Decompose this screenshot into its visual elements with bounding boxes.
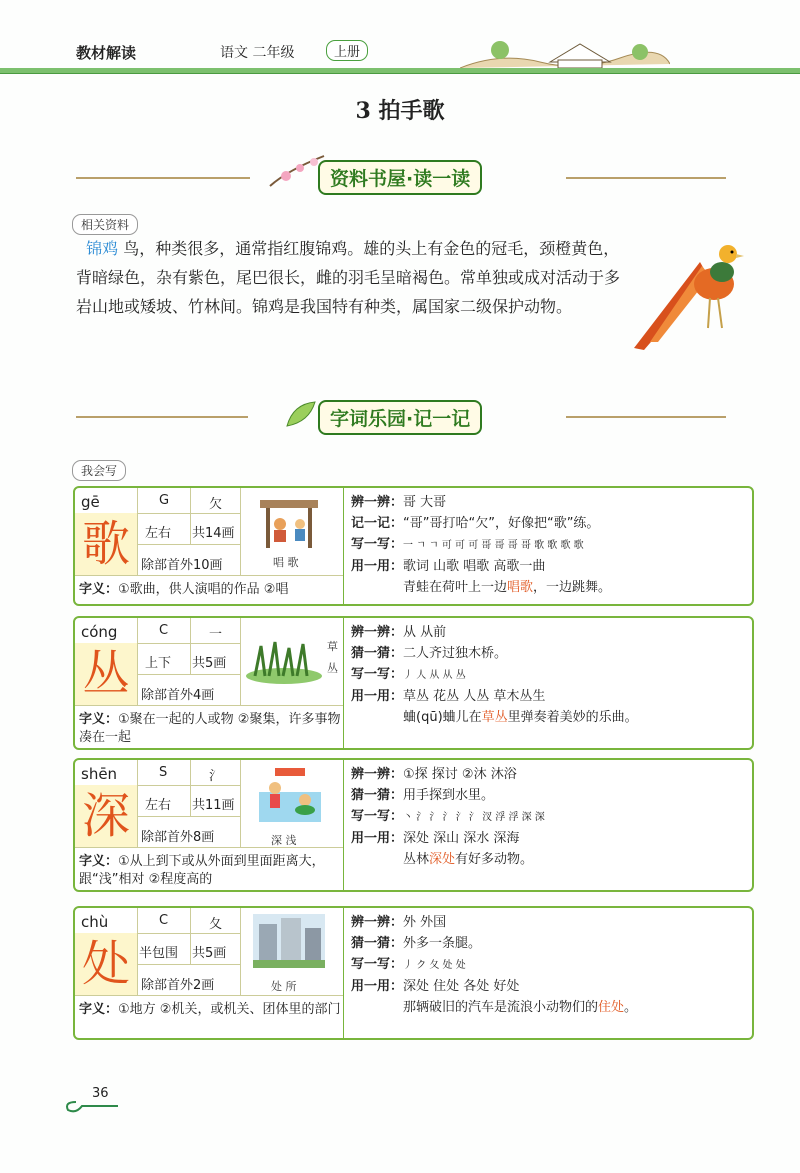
char-info-panel <box>75 760 344 890</box>
riddle-row: 猜一猜：二人齐过独木桥。 <box>351 646 508 661</box>
initial-letter: C <box>159 623 169 638</box>
section-title-reading: 资料书屋·读一读 <box>318 160 482 195</box>
lesson-title: 3 拍手歌 <box>355 98 445 124</box>
stroke-count: 共5画 <box>192 946 227 961</box>
section-title-words: 字词乐园·记一记 <box>318 400 482 435</box>
pic-caption: 唱 歌 <box>273 556 299 569</box>
example-sentence: 青蛙在荷叶上一边唱歌，一边跳舞。 <box>403 580 612 595</box>
pinyin: cóng <box>81 623 118 641</box>
related-info-tag: 相关资料 <box>72 214 138 235</box>
building-illustration <box>253 914 325 968</box>
riddle-row: 猜一猜：用手探到水里。 <box>351 788 495 803</box>
initial-letter: C <box>159 913 169 928</box>
char-info-panel <box>75 618 344 748</box>
divider <box>566 177 726 179</box>
leaf-icon <box>283 398 319 430</box>
usage-row: 用一用：草丛 花丛 人丛 草木丛生 <box>351 689 546 704</box>
info-paragraph <box>76 234 628 321</box>
subject-grade: 语文 二年级 <box>220 45 295 61</box>
example-sentence: 蛐(qū)蛐儿在草丛里弹奏着美妙的乐曲。 <box>403 710 638 725</box>
char-meaning: 字义：①从上到下或从外面到里面距离大，跟“浅”相对 ②程度高的 <box>79 854 325 887</box>
stroke-order-row: 写一写：丿 人 从 从 丛 <box>351 667 466 682</box>
radical-strokes: 除部首外8画 <box>141 830 215 845</box>
radical: 氵 <box>209 769 223 784</box>
distinguish-row: 辨一辨：哥 大哥 <box>351 495 447 510</box>
char-meaning: 字义：①歌曲，供人演唱的作品 ②唱 <box>79 582 289 597</box>
divider <box>76 416 248 418</box>
char-structure: 半包围 <box>139 946 179 961</box>
riddle-row: 猜一猜：外多一条腿。 <box>351 936 482 951</box>
usage-row: 用一用：歌词 山歌 唱歌 高歌一曲 <box>351 559 546 574</box>
char-card-shen <box>73 758 754 892</box>
radical: 一 <box>209 627 223 642</box>
char-info-panel <box>75 488 344 604</box>
pinyin: gē <box>81 493 100 511</box>
singing-illustration <box>258 494 320 550</box>
info-keyword: 锦鸡 <box>86 239 119 258</box>
char-display: 深 <box>75 785 138 847</box>
stroke-count: 共14画 <box>192 526 235 541</box>
pic-caption: 处 所 <box>271 980 297 993</box>
distinguish-row: 辨一辨：①探 探讨 ②沐 沐浴 <box>351 767 517 782</box>
usage-row: 用一用：深处 深山 深水 深海 <box>351 831 520 846</box>
distinguish-row: 辨一辨：外 外国 <box>351 915 447 930</box>
golden-pheasant-image <box>630 232 748 352</box>
grass-illustration <box>245 636 323 684</box>
pinyin: chù <box>81 913 109 931</box>
char-meaning: 字义：①地方 ②机关，或机关、团体里的部门 <box>79 1002 341 1017</box>
header-scenery <box>460 32 670 70</box>
char-card-ge <box>73 486 754 606</box>
char-card-cong <box>73 616 754 750</box>
stroke-count: 共11画 <box>192 798 235 813</box>
book-title: 教材解读 <box>76 44 137 62</box>
header-rule <box>0 68 800 74</box>
pic-caption: 深 浅 <box>271 834 297 847</box>
radical: 欠 <box>209 497 223 512</box>
write-tag: 我会写 <box>72 460 126 481</box>
divider <box>566 416 726 418</box>
char-exercises <box>351 764 746 870</box>
pic-caption: 草丛 <box>327 640 338 675</box>
water-depth-illustration <box>255 766 325 824</box>
char-display: 丛 <box>75 643 138 705</box>
radical: 夂 <box>209 917 223 932</box>
divider <box>76 177 250 179</box>
char-display: 处 <box>75 933 138 995</box>
stroke-order-row: 写一写：丶 氵 氵 氵 氵 氵 汊 浮 浮 深 深 <box>351 809 545 824</box>
volume-badge: 上册 <box>326 40 368 61</box>
stroke-order-row: 写一写：丿 ク 夂 处 处 <box>351 957 466 972</box>
radical-strokes: 除部首外4画 <box>141 688 215 703</box>
example-sentence: 那辆破旧的汽车是流浪小动物们的住处。 <box>403 1000 638 1015</box>
char-info-panel <box>75 908 344 1038</box>
info-text: 鸟，种类很多，通常指红腹锦鸡。雄的头上有金色的冠毛，颈橙黄色，背暗绿色，杂有紫色，尾巴很长，雌的羽毛呈暗褐色。常单独或成对活动于多岩山地或矮坡、竹林间。锦鸡是我国特有种类，属国家二级保护动物。 <box>76 239 621 316</box>
page-number: 36 <box>92 1086 109 1101</box>
char-structure: 上下 <box>145 656 172 671</box>
radical-strokes: 除部首外10画 <box>141 558 223 573</box>
char-meaning: 字义：①聚在一起的人或物 ②聚集，许多事物凑在一起 <box>79 712 341 745</box>
distinguish-row: 辨一辨：从 从前 <box>351 625 447 640</box>
char-card-chu <box>73 906 754 1040</box>
stroke-count: 共5画 <box>192 656 227 671</box>
usage-row: 用一用：深处 住处 各处 好处 <box>351 979 520 994</box>
memorize-row: 记一记：“哥”哥打哈“欠”，好像把“歌”练。 <box>351 516 600 531</box>
char-exercises <box>351 622 746 728</box>
initial-letter: G <box>159 493 170 508</box>
initial-letter: S <box>159 765 168 780</box>
char-exercises <box>351 912 746 1018</box>
char-exercises <box>351 492 746 598</box>
radical-strokes: 除部首外2画 <box>141 978 215 993</box>
example-sentence: 丛林深处有好多动物。 <box>403 852 534 867</box>
char-display: 歌 <box>75 513 138 575</box>
char-structure: 左右 <box>145 526 172 541</box>
page-header <box>0 0 800 74</box>
pinyin: shēn <box>81 765 118 783</box>
char-structure: 左右 <box>145 798 172 813</box>
stroke-order-row: 写一写：一 ㄱ ㄱ 可 可 可 哥 哥 哥 哥 歌 歌 歌 歌 <box>351 537 584 552</box>
